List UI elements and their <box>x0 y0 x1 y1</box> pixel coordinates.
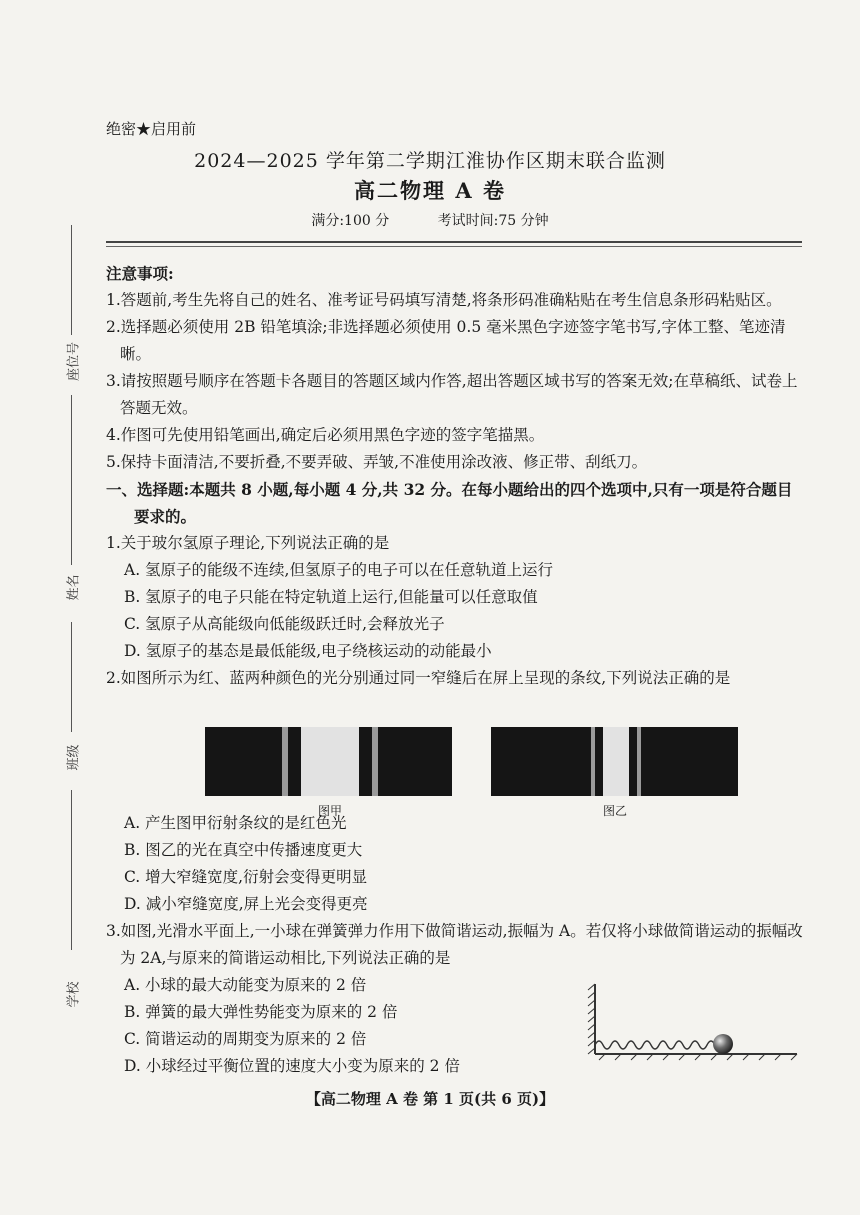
fringe-side-left <box>591 727 595 796</box>
question-3-option-c: C. 简谐运动的周期变为原来的 2 倍 <box>124 1030 367 1048</box>
question-2-stem: 2.如图所示为红、蓝两种颜色的光分别通过同一窄缝后在屏上呈现的条纹,下列说法正确的是 <box>106 669 731 687</box>
question-2-option-a: A. 产生图甲衍射条纹的是红色光 <box>124 814 347 832</box>
school-label: 学校 <box>66 981 82 1008</box>
spring-coil <box>595 1041 715 1049</box>
ball <box>713 1034 733 1054</box>
notice-item: 2.选择题必须使用 2B 铅笔填涂;非选择题必须使用 0.5 毫米黑色字迹签字笔书写,字体工整、笔迹清晰。 <box>106 318 786 363</box>
exam-title: 2024—2025 学年第二学期江淮协作区期末联合监测 <box>194 150 666 172</box>
name-label: 姓名 <box>66 574 82 601</box>
wall <box>588 984 595 1054</box>
diffraction-pattern-b <box>491 727 738 796</box>
question-1-option-d: D. 氢原子的基态是最低能级,电子绕核运动的动能最小 <box>124 642 492 660</box>
notice-heading: 注意事项: <box>106 264 174 283</box>
figure-b-caption: 图乙 <box>602 804 627 818</box>
confidential-mark: 绝密★启用前 <box>106 120 197 138</box>
floor <box>595 1054 797 1060</box>
fringe-central <box>603 727 629 796</box>
figure-a-caption: 图甲 <box>317 804 342 818</box>
notice-item: 3.请按照题号顺序在答题卡各题目的答题区域内作答,超出答题区域书写的答案无效;在草稿纸、试卷上答题无效。 <box>106 372 798 417</box>
binding-line <box>71 790 72 950</box>
question-3-option-b: B. 弹簧的最大弹性势能变为原来的 2 倍 <box>124 1003 398 1021</box>
section-heading: 一、选择题:本题共 8 小题,每小题 4 分,共 32 分。在每小题给出的四个选项中,只有一项是符合题目要求的。 <box>106 480 793 526</box>
question-3-option-d: D. 小球经过平衡位置的速度大小变为原来的 2 倍 <box>124 1057 460 1075</box>
fringe-side-right <box>372 727 378 796</box>
question-1-option-a: A. 氢原子的能级不连续,但氢原子的电子可以在任意轨道上运行 <box>124 561 553 579</box>
full-score: 满分:100 分 <box>311 213 390 229</box>
notice-item: 4.作图可先使用铅笔画出,确定后必须用黑色字迹的签字笔描黑。 <box>106 426 545 444</box>
fringe-central <box>301 727 359 796</box>
notice-item: 5.保持卡面清洁,不要折叠,不要弄破、弄皱,不准使用涂改液、修正带、刮纸刀。 <box>106 453 648 471</box>
binding-line <box>71 395 72 565</box>
fringe-side-left <box>282 727 288 796</box>
question-1-stem: 1.关于玻尔氢原子理论,下列说法正确的是 <box>106 534 390 552</box>
question-2-option-c: C. 增大窄缝宽度,衍射会变得更明显 <box>124 868 368 886</box>
exam-meta <box>0 210 860 230</box>
page-footer: 【高二物理 A 卷 第 1 页(共 6 页)】 <box>305 1090 555 1108</box>
notice-item: 1.答题前,考生先将自己的姓名、准考证号码填写清楚,将条形码准确粘贴在考生信息条形码粘贴区。 <box>106 291 782 309</box>
question-3-stem: 3.如图,光滑水平面上,一小球在弹簧弹力作用下做简谐运动,振幅为 A。若仅将小球做简谐运动的振幅改为 2A,与原来的简谐运动相比,下列说法正确的是 <box>106 922 803 967</box>
question-2-option-b: B. 图乙的光在真空中传播速度更大 <box>124 841 363 859</box>
diffraction-pattern-a <box>205 727 452 796</box>
header-rule-thin <box>106 246 802 247</box>
exam-time: 考试时间:75 分钟 <box>437 213 549 229</box>
fringe-side-right <box>637 727 641 796</box>
question-1-option-c: C. 氢原子从高能级向低能级跃迁时,会释放光子 <box>124 615 445 633</box>
question-2-option-d: D. 减小窄缝宽度,屏上光会变得更亮 <box>124 895 368 913</box>
question-3-option-a: A. 小球的最大动能变为原来的 2 倍 <box>124 976 367 994</box>
spring-ball-diagram <box>585 982 800 1062</box>
header-rule <box>106 241 802 243</box>
question-1-option-b: B. 氢原子的电子只能在特定轨道上运行,但能量可以任意取值 <box>124 588 538 606</box>
class-label: 班级 <box>66 744 82 771</box>
exam-subject: 高二物理 A 卷 <box>354 178 506 203</box>
binding-line <box>71 622 72 732</box>
paper-body <box>106 260 806 1080</box>
binding-line <box>71 225 72 335</box>
seat-number-label: 座位号 <box>66 342 82 382</box>
